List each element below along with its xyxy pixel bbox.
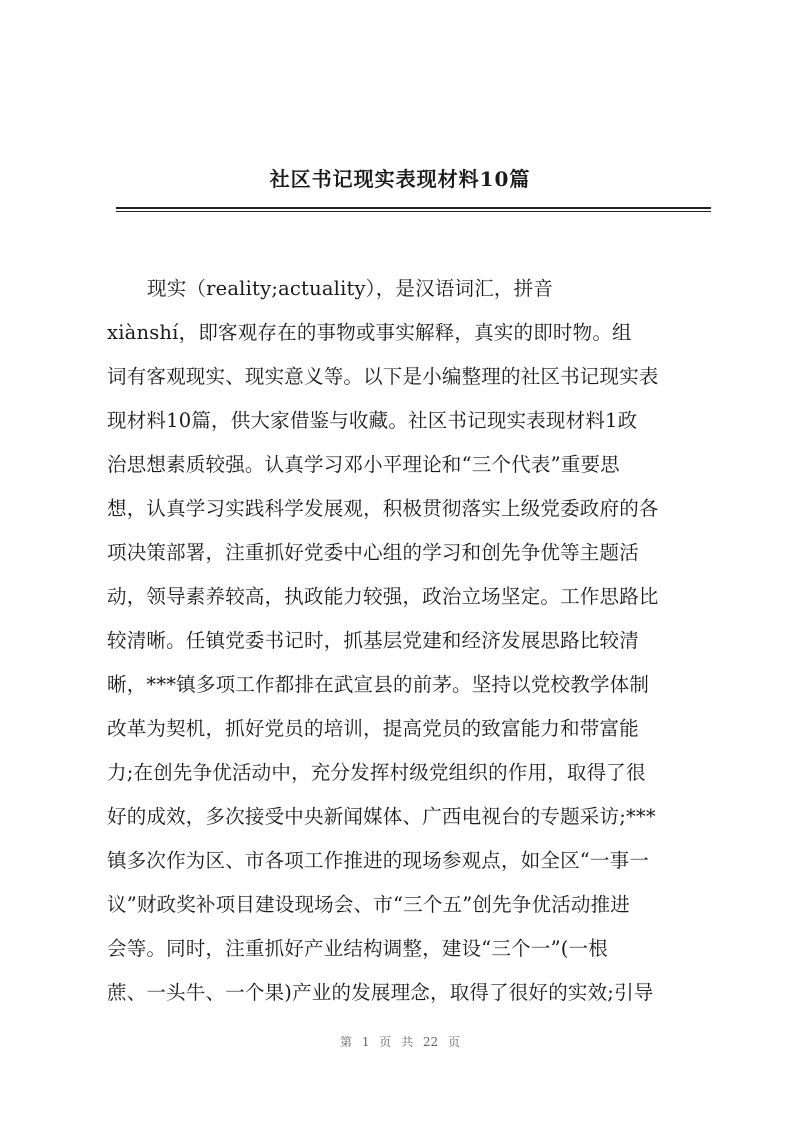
body-line-11: 改革为契机，抓好党员的培训，提高党员的致富能力和带富能 [107, 717, 639, 740]
body-line-6: 想，认真学习实践科学发展观，积极贯彻落实上级党委政府的各 [107, 497, 659, 520]
body-line-12: 力;在创先争优活动中，充分发挥村级党组织的作用，取得了很 [107, 761, 646, 784]
body-line-10: 晰，***镇多项工作都排在武宣县的前茅。坚持以党校教学体制 [107, 673, 650, 696]
body-line-4: 现材料10篇，供大家借鉴与收藏。社区书记现实表现材料1政 [107, 409, 638, 432]
body-line-5: 治思想素质较强。认真学习邓小平理论和“三个代表”重要思 [107, 453, 620, 476]
body-line-7: 项决策部署，注重抓好党委中心组的学习和创先争优等主题活 [107, 541, 639, 564]
body-line-14: 镇多次作为区、市各项工作推进的现场参观点，如全区“一事一 [107, 849, 650, 872]
body-line-15: 议”财政奖补项目建设现场会、市“三个五”创先争优活动推进 [107, 893, 631, 916]
body-line-8: 动，领导素养较高，执政能力较强，政治立场坚定。工作思路比 [107, 585, 659, 608]
document-title: 社区书记现实表现材料10篇 [269, 167, 531, 191]
body-line-13: 好的成效，多次接受中央新闻媒体、广西电视台的专题采访;*** [107, 805, 656, 828]
body-line-2: xiànshí，即客观存在的事物或事实解释，真实的即时物。组 [107, 321, 632, 344]
body-line-1: 现实（reality;actuality），是汉语词汇，拼音 [147, 277, 554, 300]
title-divider [116, 207, 711, 212]
page-number-footer: 第 1 页 共 22 页 [340, 1035, 460, 1049]
body-line-17: 蔗、一头牛、一个果)产业的发展理念，取得了很好的实效;引导 [107, 981, 654, 1004]
body-line-16: 会等。同时，注重抓好产业结构调整，建设“三个一”(一根 [107, 937, 608, 960]
body-line-3: 词有客观现实、现实意义等。以下是小编整理的社区书记现实表 [107, 365, 659, 388]
body-line-9: 较清晰。任镇党委书记时，抓基层党建和经济发展思路比较清 [107, 629, 639, 652]
